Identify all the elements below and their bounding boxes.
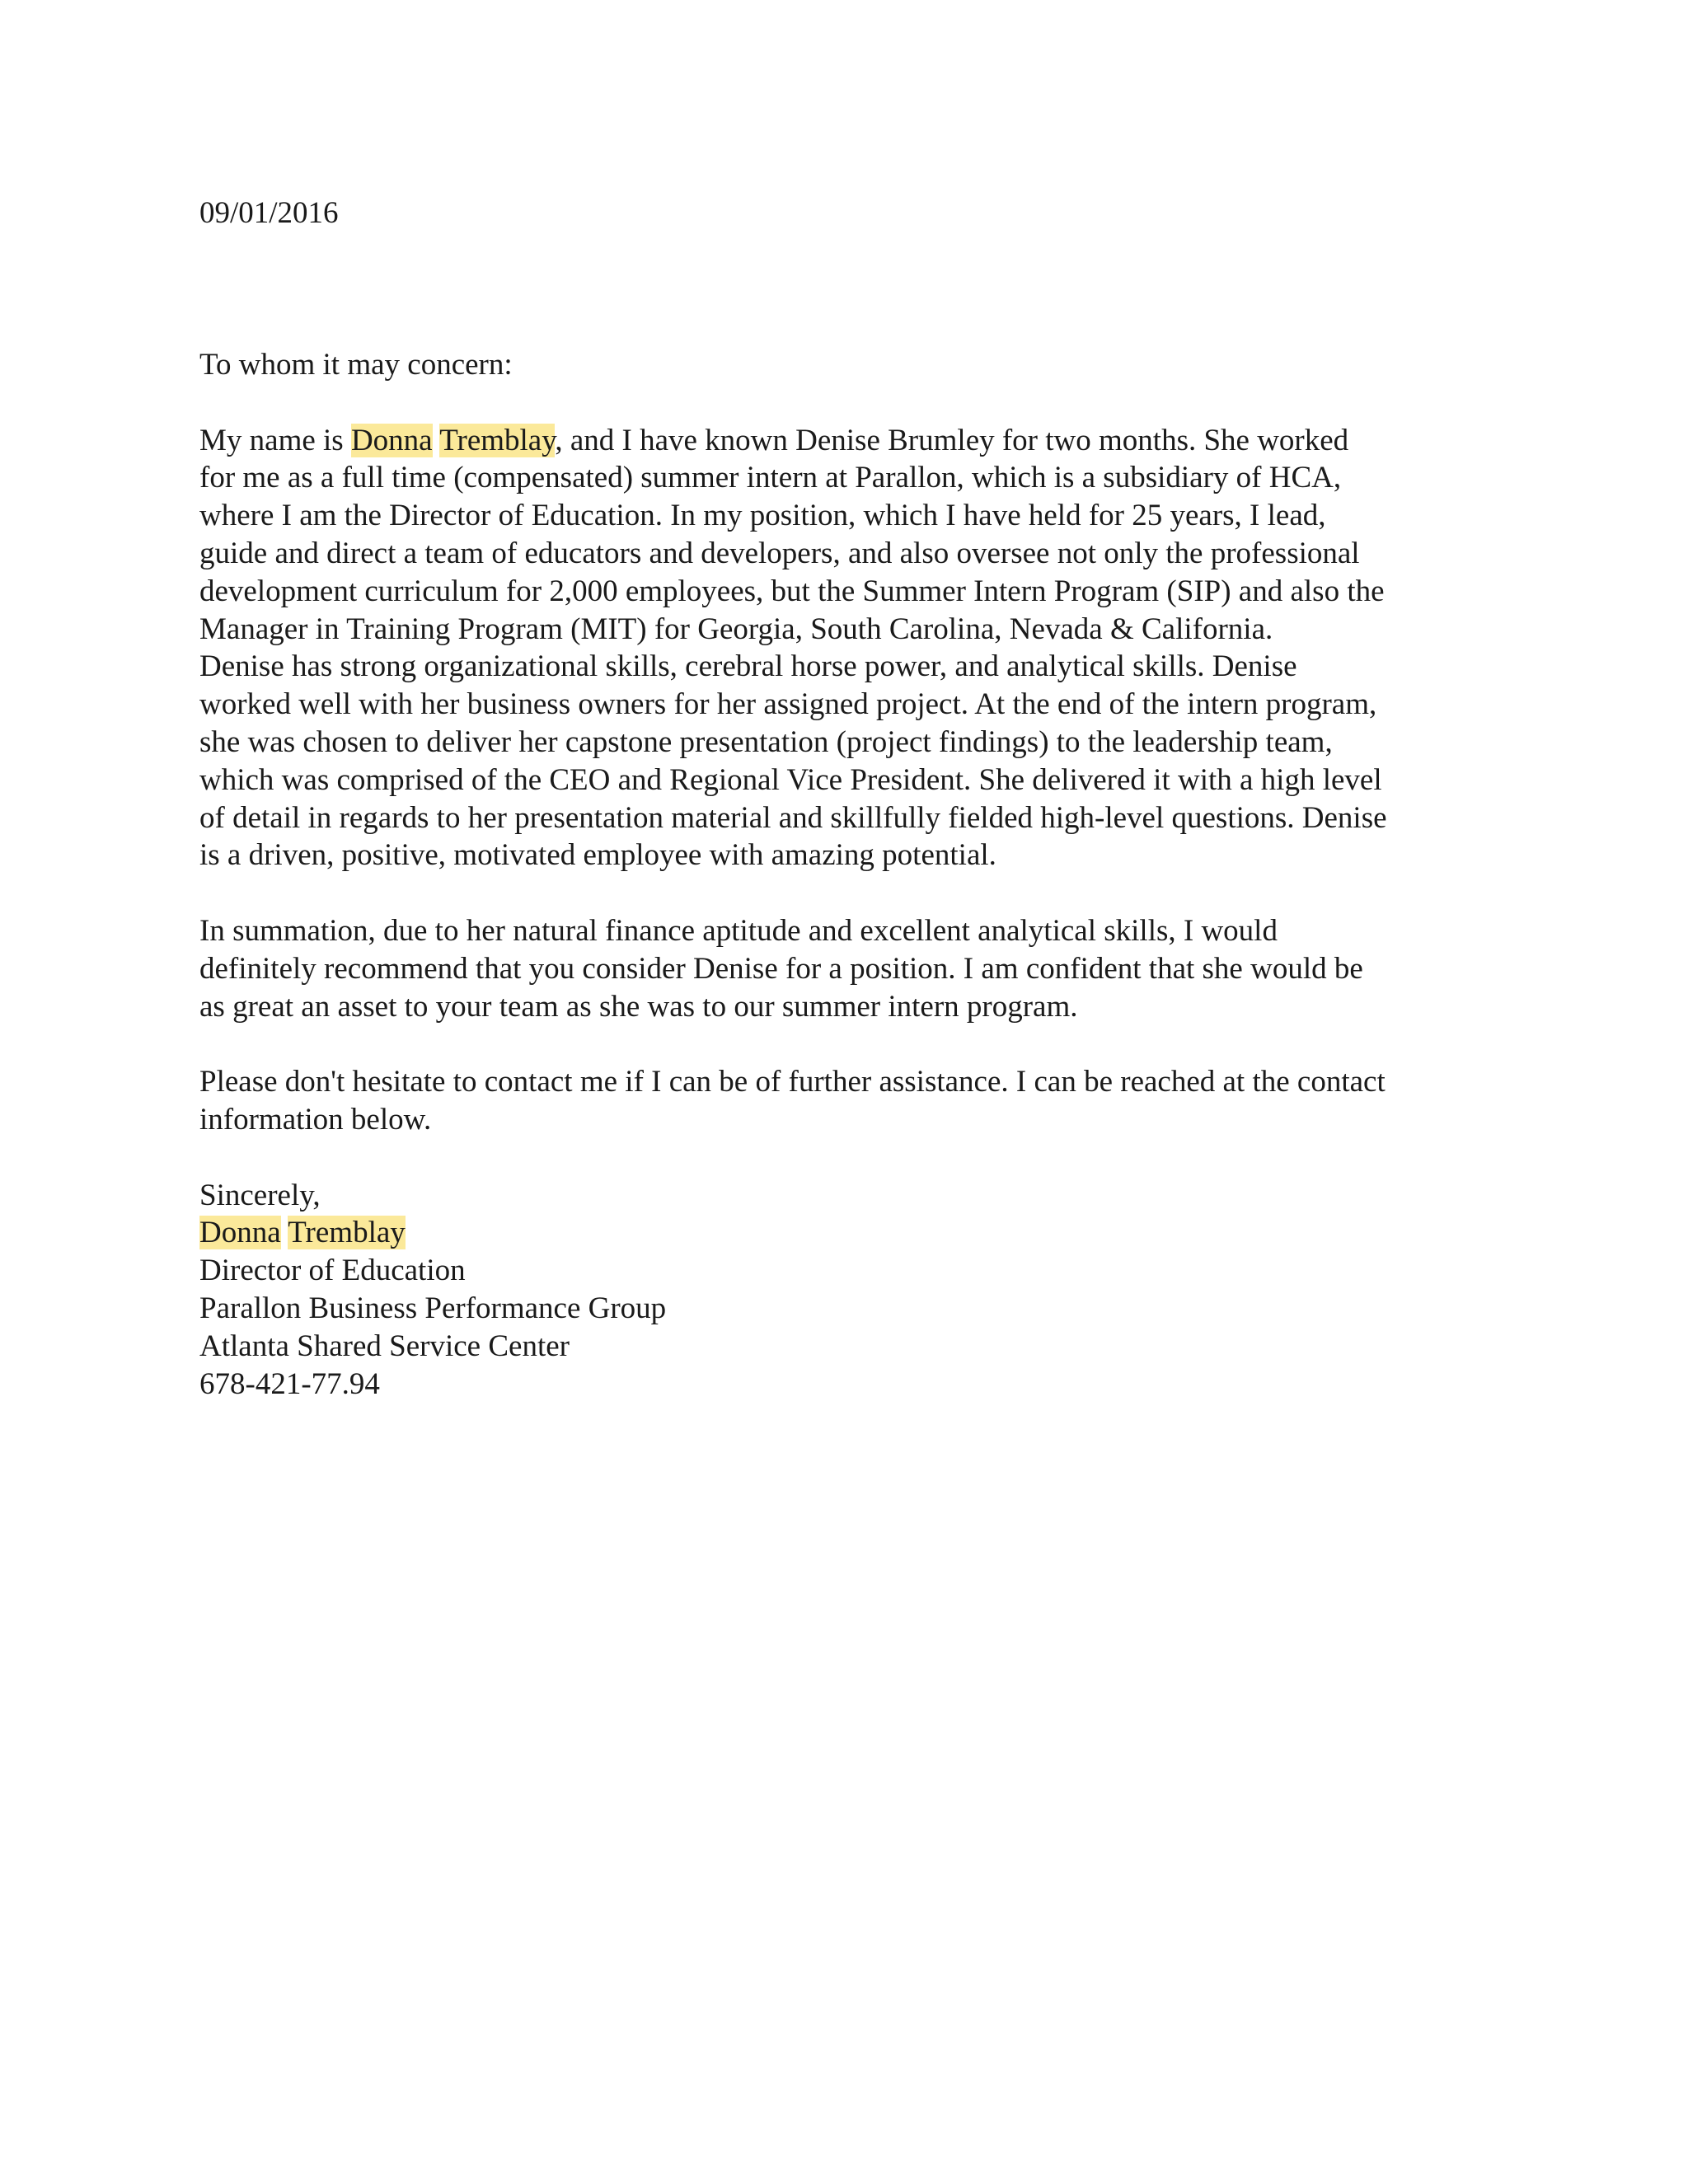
signature-phone: 678-421-77.94 — [199, 1366, 380, 1401]
signature-title: Director of Education — [199, 1254, 466, 1288]
signature-organization: Parallon Business Performance Group — [199, 1291, 667, 1325]
paragraph-2-line-1: In summation, due to her natural finance aptitude and excellent analytical skills, I would — [199, 913, 1278, 948]
paragraph-1-line-10: which was comprised of the CEO and Regional Vice President. She delivered it with a high level — [199, 762, 1382, 797]
paragraph-1-line-5: development curriculum for 2,000 employees, but the Summer Intern Program (SIP) and also the — [199, 574, 1385, 608]
signature-location: Atlanta Shared Service Center — [199, 1329, 570, 1363]
paragraph-1 — [199, 422, 1485, 875]
text-run — [433, 424, 440, 457]
paragraph-1-line-9: she was chosen to deliver her capstone presentation (project findings) to the leadership team, — [199, 724, 1333, 759]
highlighted-first-name: Donna — [199, 1216, 281, 1250]
letter-body — [199, 346, 1485, 1403]
paragraph-3-line-2: information below. — [199, 1102, 432, 1137]
paragraph-spacer — [199, 874, 1485, 912]
letter-date: 09/01/2016 — [199, 196, 339, 230]
paragraph-1-line-4: guide and direct a team of educators and developers, and also oversee not only the professional — [199, 536, 1360, 570]
paragraph-1-line-2: for me as a full time (compensated) summer intern at Parallon, which is a subsidiary of HCA, — [199, 461, 1342, 495]
paragraph-1-line-12: is a driven, positive, motivated employee with amazing potential. — [199, 838, 996, 873]
paragraph-3 — [199, 1063, 1485, 1139]
signature-name — [199, 1214, 1485, 1252]
signature-block — [199, 1177, 1485, 1404]
paragraph-2-line-3: as great an asset to your team as she was to our summer intern program. — [199, 989, 1078, 1024]
paragraph-spacer — [199, 384, 1485, 422]
closing: Sincerely, — [199, 1178, 321, 1212]
paragraph-1-line-7: Denise has strong organizational skills, cerebral horse power, and analytical skills. Denise — [199, 649, 1297, 684]
paragraph-1-line-1 — [199, 422, 1485, 460]
paragraph-2-line-2: definitely recommend that you consider Denise for a position. I am confident that she would be — [199, 951, 1363, 986]
salutation: To whom it may concern: — [199, 348, 513, 382]
paragraph-2 — [199, 912, 1485, 1025]
highlighted-first-name: Donna — [350, 423, 433, 457]
text-run: My name is — [199, 423, 351, 457]
highlighted-last-name: Tremblay — [439, 423, 556, 457]
paragraph-1-line-3: where I am the Director of Education. In my position, which I have held for 25 years, I lead, — [199, 499, 1326, 533]
text-run: , and I have known Denise Brumley for two months. She worked — [555, 423, 1349, 457]
paragraph-spacer — [199, 1025, 1485, 1063]
highlighted-last-name: Tremblay — [288, 1216, 406, 1250]
paragraph-spacer — [199, 1139, 1485, 1177]
paragraph-1-line-6: Manager in Training Program (MIT) for Georgia, South Carolina, Nevada & California. — [199, 612, 1273, 646]
paragraph-3-line-1: Please don't hesitate to contact me if I can be of further assistance. I can be reached at the contact — [199, 1065, 1386, 1099]
paragraph-1-line-8: worked well with her business owners for her assigned project. At the end of the intern program, — [199, 687, 1377, 722]
paragraph-1-line-11: of detail in regards to her presentation material and skillfully fielded high-level questions. Denise — [199, 800, 1387, 835]
